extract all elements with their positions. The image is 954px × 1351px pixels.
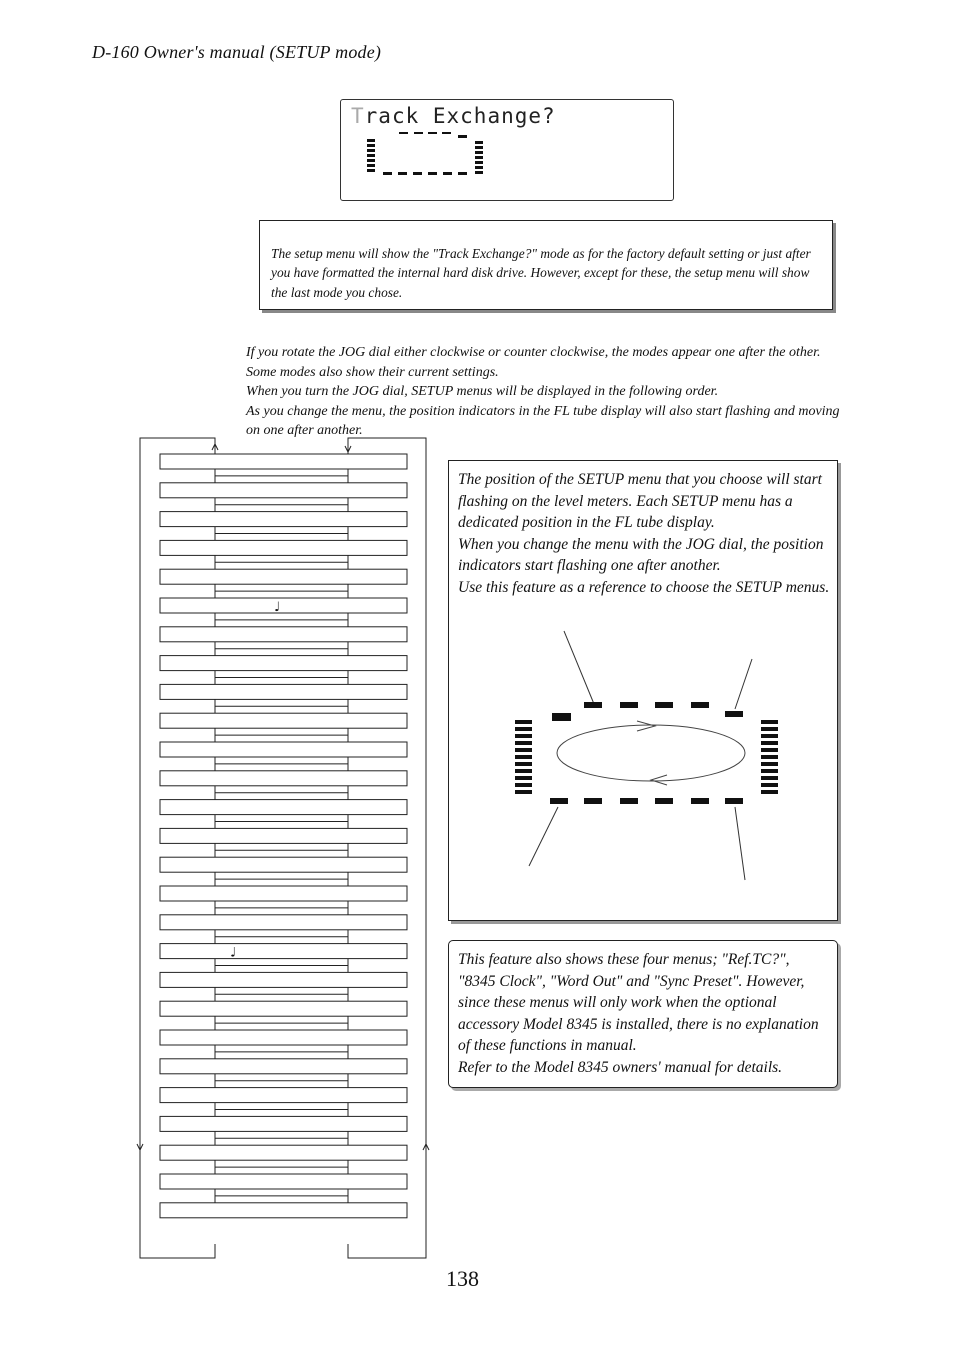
menu-box [160, 598, 407, 613]
menu-box [160, 1059, 407, 1074]
menu-box [160, 1174, 407, 1189]
model-8345-note: This feature also shows these four menus; "Ref.TC?", "8345 Clock", "Word Out" and "Sync Preset". However, since these menus will only work when the optional accessory Model 8345 is installed, there is no explanation of these functions in manual. Refer to the Model 8345 owners' manual for details. [448, 940, 838, 1088]
menu-box [160, 656, 407, 671]
menu-box [160, 972, 407, 987]
setup-menu-flowchart [134, 434, 434, 1264]
menu-box [160, 569, 407, 584]
menu-box [160, 540, 407, 555]
menu-box [160, 771, 407, 786]
menu-box [160, 713, 407, 728]
menu-box [160, 627, 407, 642]
loop-connector [348, 438, 426, 1258]
menu-box [160, 857, 407, 872]
page-number: 138 [446, 1266, 479, 1291]
menu-box [160, 454, 407, 469]
menu-box [160, 1001, 407, 1016]
menu-mark: ♩ [274, 600, 281, 615]
menu-box [160, 1203, 407, 1218]
menu-box [160, 915, 407, 930]
menu-box [160, 800, 407, 815]
menu-box [160, 483, 407, 498]
level-meter-diagram [449, 461, 839, 922]
intro-text [246, 343, 846, 441]
loop-connector [140, 438, 215, 1258]
position-indicator-panel [448, 460, 838, 921]
menu-mark: ♩ [230, 945, 237, 961]
menu-box [160, 684, 407, 699]
intro-paragraph: If you rotate the JOG dial either clockwise or counter clockwise, the modes appear one after the other. Some modes also show their current settings. [246, 345, 821, 380]
menu-box [160, 1088, 407, 1103]
display-position-indicators [341, 100, 675, 202]
page-header: D-160 Owner's manual (SETUP mode) [92, 42, 382, 62]
menu-box [160, 886, 407, 901]
position-info-text: The position of the SETUP menu that you choose will start flashing on the level meters. Each SETUP menu has a dedicated position in the FL tube display. When you change the menu with the JOG dial, the position indicators start flashing one after another. Use this feature as a reference to choose the SETUP menus. [458, 471, 830, 596]
menu-box [160, 1116, 407, 1131]
default-mode-note: The setup menu will show the "Track Exchange?" mode as for the factory default setting or just after you have formatted the internal hard disk drive. However, except for these, the setup menu will show the last mode you chose. [259, 220, 833, 310]
intro-paragraph: When you turn the JOG dial, SETUP menus will be displayed in the following order. [246, 384, 719, 399]
menu-box [160, 944, 407, 959]
menu-box [160, 512, 407, 527]
fl-display-example [340, 99, 674, 201]
intro-paragraph: As you change the menu, the position indicators in the FL tube display will also start flashing and moving on one after another. [246, 403, 840, 438]
menu-box [160, 1030, 407, 1045]
menu-box [160, 828, 407, 843]
menu-box [160, 742, 407, 757]
menu-box [160, 1145, 407, 1160]
display-text: Track Exchange? [351, 104, 556, 128]
